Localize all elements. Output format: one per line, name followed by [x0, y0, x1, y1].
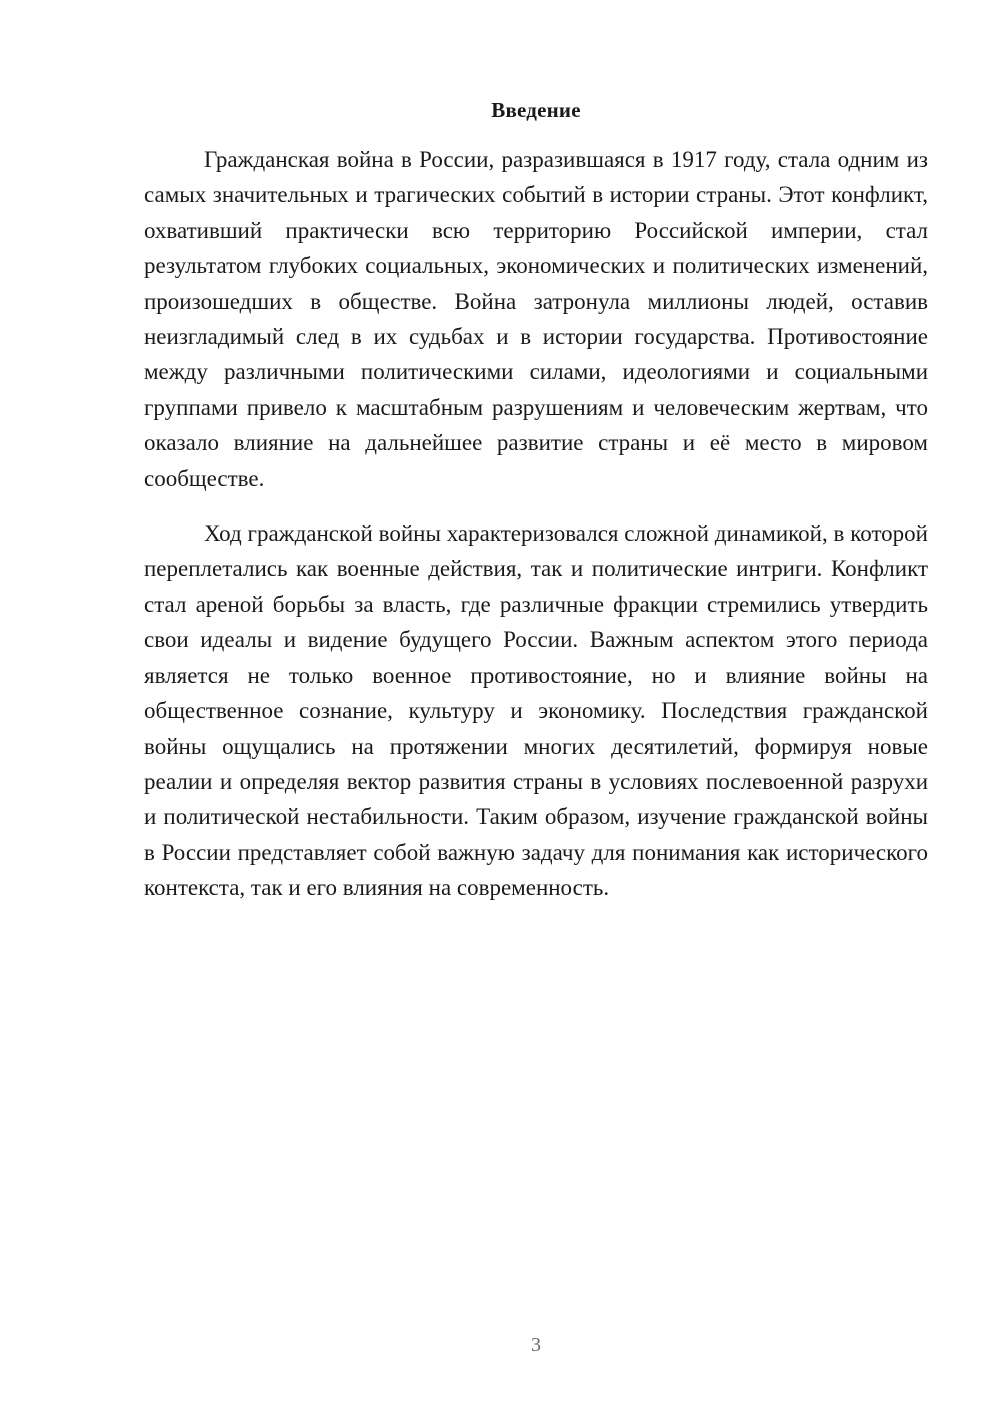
- paragraph-2: Ход гражданской войны характеризовался сложной динамикой, в которой переплетались как военные действия, так и политические интриги. Конфликт стал ареной борьбы за власть, где различные фракции стремились утвердить свои идеалы и видение будущего России. Важным аспектом этого периода является не только военное противостояние, но и влияние войны на общественное сознание, культуру и экономику. Последствия гражданской войны ощущались на протяжении многих десятилетий, формируя новые реалии и определяя вектор развития страны в условиях послевоенной разрухи и политической нестабильности. Таким образом, изучение гражданской войны в России представляет собой важную задачу для понимания как исторического контекста, так и его влияния на современность.: [144, 521, 928, 901]
- paragraph-1: Гражданская война в России, разразившаяся в 1917 году, стала одним из самых значительных и трагических событий в истории страны. Этот конфликт, охвативший практически всю территорию Российской империи, стал результатом глубоких социальных, экономических и политических изменений, произошедших в обществе. Война затронула миллионы людей, оставив неизгладимый след в их судьбах и в истории государства. Противостояние между различными политическими силами, идеологиями и социальными группами привело к масштабным разрушениям и человеческим жертвам, что оказало влияние на дальнейшее развитие страны и её место в мировом сообществе.: [144, 147, 928, 491]
- body-text: [144, 142, 928, 906]
- page-number: 3: [531, 1334, 541, 1356]
- section-heading: Введение: [491, 98, 581, 122]
